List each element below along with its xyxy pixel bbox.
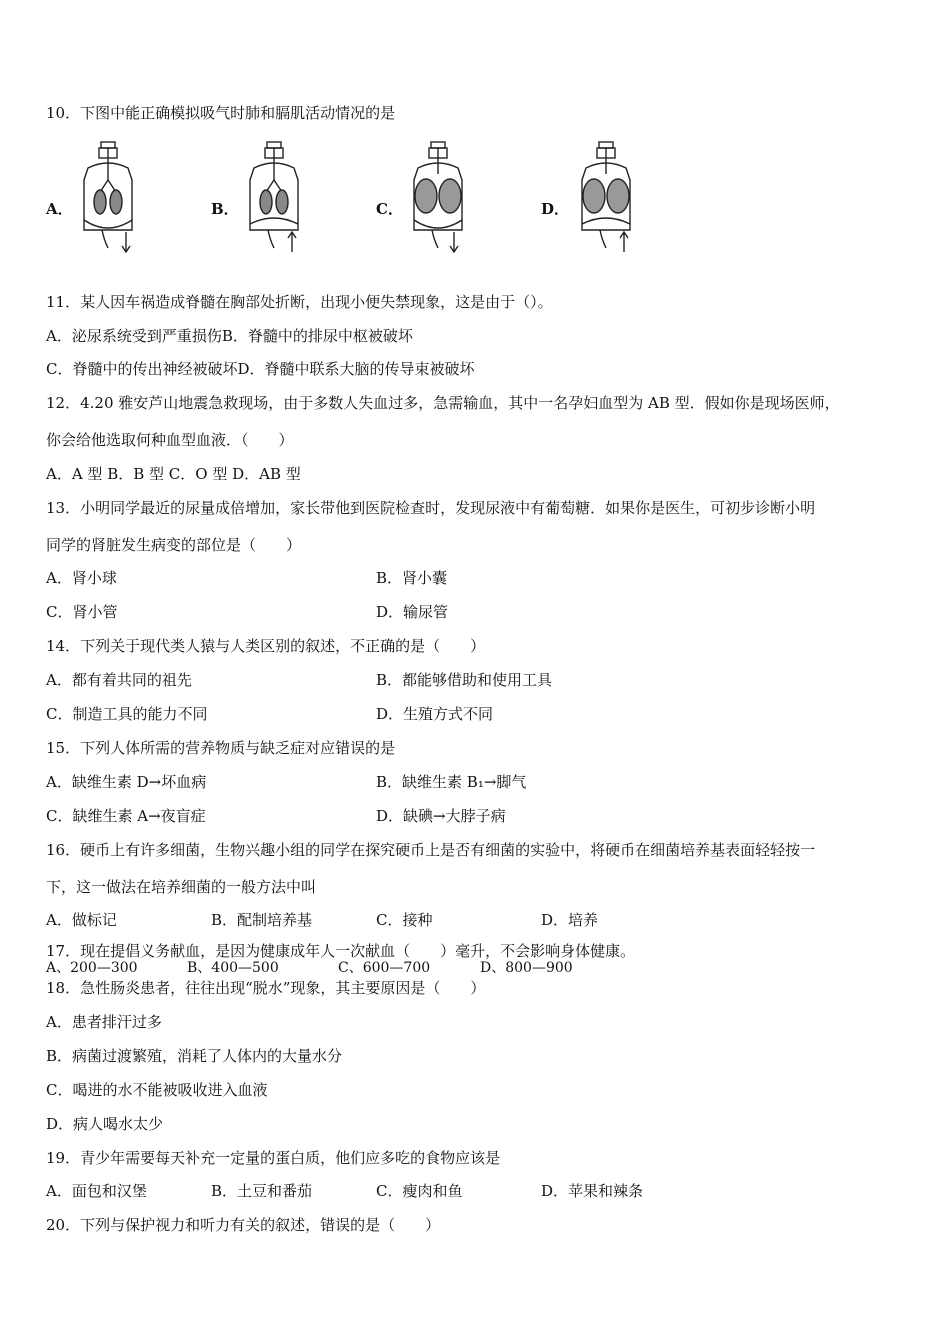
q20-stem: 20．下列与保护视力和听力有关的叙述，错误的是（ ） [46, 1216, 441, 1234]
q17-stem: 17．现在提倡义务献血，是因为健康成年人一次献血（ ）毫升，不会影响身体健康。 [46, 942, 636, 960]
q17-option-b: B、400—500 [187, 960, 279, 976]
q14-option-d: D．生殖方式不同 [376, 705, 494, 723]
q14-stem: 14．下列关于现代类人猿与人类区别的叙述，不正确的是（ ） [46, 637, 486, 655]
q18-option-a: A．患者排汗过多 [46, 1013, 162, 1031]
q14-option-c: C．制造工具的能力不同 [46, 705, 208, 723]
q10-option-c-label: C． [376, 200, 403, 218]
q13-stem-line1: 13．小明同学最近的尿量成倍增加，家长带他到医院检查时，发现尿液中有葡萄糖．如果你是医生，可初步诊断小明 [46, 499, 816, 517]
q15-option-c: C．缺维生素 A→夜盲症 [46, 807, 206, 825]
q16-option-c: C．接种 [376, 911, 433, 929]
q10-option-b-label: B． [211, 200, 239, 218]
q13-option-b: B．肾小囊 [376, 569, 448, 587]
bell-jar-diagram-a [74, 140, 144, 255]
q14-option-b: B．都能够借助和使用工具 [376, 671, 553, 689]
q16-option-b: B．配制培养基 [211, 911, 313, 929]
q13-option-c: C．肾小管 [46, 603, 118, 621]
q17-option-c: C、600—700 [338, 960, 431, 976]
q19-option-a: A．面包和汉堡 [46, 1182, 147, 1200]
bell-jar-diagram-d [572, 140, 642, 255]
q17-option-a: A、200—300 [46, 960, 138, 976]
q13-stem-line2: 同学的肾脏发生病变的部位是（ ） [46, 536, 302, 554]
q16-stem-line1: 16．硬币上有许多细菌，生物兴趣小组的同学在探究硬币上是否有细菌的实验中，将硬币在细菌培养基表面轻轻按一 [46, 841, 816, 859]
q18-option-b: B．病菌过渡繁殖，消耗了人体内的大量水分 [46, 1047, 343, 1065]
q11-options-line2: C．脊髓中的传出神经被破坏D．脊髓中联系大脑的传导束被破坏 [46, 360, 475, 378]
q15-stem: 15．下列人体所需的营养物质与缺乏症对应错误的是 [46, 739, 396, 757]
q16-option-d: D．培养 [541, 911, 599, 929]
q19-option-b: B．土豆和番茄 [211, 1182, 313, 1200]
q18-option-d: D．病人喝水太少 [46, 1115, 164, 1133]
q12-options: A．A 型 B．B 型 C．O 型 D．AB 型 [46, 465, 301, 483]
q17-option-d: D、800—900 [480, 960, 573, 976]
q15-option-d: D．缺碘→大脖子病 [376, 807, 506, 825]
q19-option-d: D．苹果和辣条 [541, 1182, 644, 1200]
q11-stem: 11．某人因车祸造成脊髓在胸部处折断，出现小便失禁现象，这是由于（）。 [46, 293, 553, 311]
q15-option-a: A．缺维生素 D→坏血病 [46, 773, 207, 791]
q13-option-a: A．肾小球 [46, 569, 117, 587]
q14-option-a: A．都有着共同的祖先 [46, 671, 192, 689]
q10-option-a-label: A． [46, 200, 73, 218]
bell-jar-diagram-b [240, 140, 310, 255]
q10-stem: 10．下图中能正确模拟吸气时肺和膈肌活动情况的是 [46, 104, 396, 122]
q18-stem: 18．急性肠炎患者，往往出现“脱水”现象，其主要原因是（ ） [46, 979, 486, 997]
q19-stem: 19．青少年需要每天补充一定量的蛋白质，他们应多吃的食物应该是 [46, 1149, 501, 1167]
q16-option-a: A．做标记 [46, 911, 117, 929]
bell-jar-diagram-c [404, 140, 474, 255]
q13-option-d: D．输尿管 [376, 603, 449, 621]
q18-option-c: C．喝进的水不能被吸收进入血液 [46, 1081, 268, 1099]
q10-option-d-label: D． [541, 200, 570, 218]
q11-options-line1: A．泌尿系统受到严重损伤B．脊髓中的排尿中枢被破坏 [46, 327, 413, 345]
q16-stem-line2: 下，这一做法在培养细菌的一般方法中叫 [46, 878, 317, 896]
q12-stem-line2: 你会给他选取何种血型血液．（ ） [46, 431, 294, 449]
q12-stem-line1: 12．4.20 雅安芦山地震急救现场，由于多数人失血过多，急需输血，其中一名孕妇血型为 AB 型．假如你是现场医师， [46, 394, 840, 412]
q15-option-b: B．缺维生素 B₁→脚气 [376, 773, 527, 791]
q19-option-c: C．瘦肉和鱼 [376, 1182, 463, 1200]
